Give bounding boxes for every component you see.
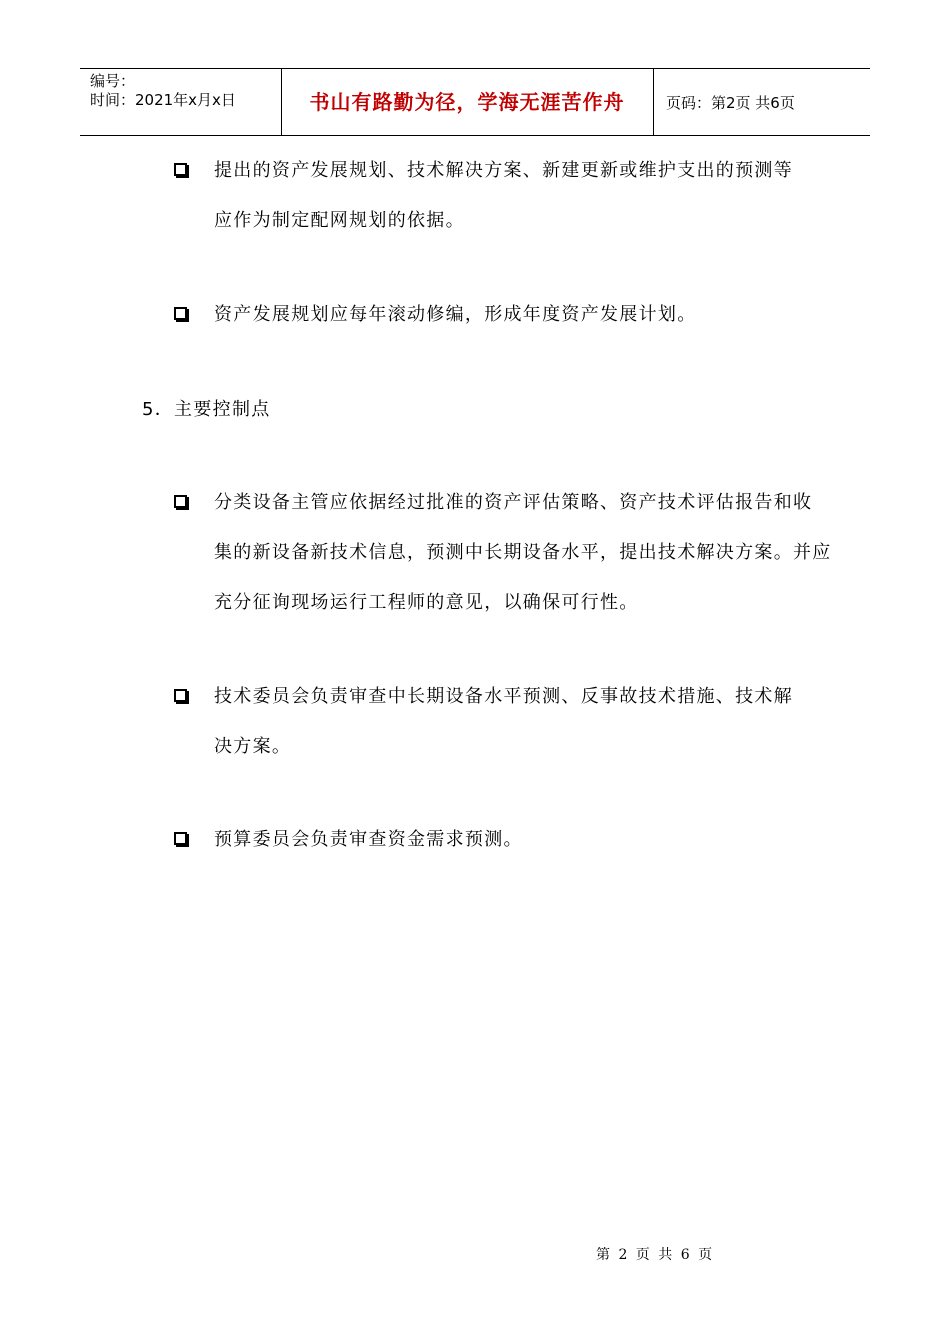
document-number-label: 编号： — [90, 72, 136, 90]
header-motto: 书山有路勤为径，学海无涯苦作舟 — [281, 69, 654, 135]
checkbox-bullet-icon — [174, 163, 187, 176]
list-item — [214, 290, 697, 340]
list-item-line: 技术委员会负责审查中长期设备水平预测、反事故技术措施、技术解 — [214, 686, 793, 707]
checkbox-bullet-icon — [174, 689, 187, 702]
list-item-line: 应作为制定配网规划的依据。 — [214, 210, 465, 231]
checkbox-bullet-icon — [174, 832, 187, 845]
list-item — [214, 672, 793, 772]
page-footer: 第 2 页 共 6 页 — [596, 1247, 715, 1263]
header-page-info: 页码：第2页 共6页 — [666, 94, 795, 112]
list-item-line: 提出的资产发展规划、技术解决方案、新建更新或维护支出的预测等 — [214, 160, 793, 181]
list-item-line: 资产发展规划应每年滚动修编，形成年度资产发展计划。 — [214, 304, 697, 325]
list-item-line: 集的新设备新技术信息，预测中长期设备水平，提出技术解决方案。并应 — [214, 542, 832, 563]
document-time-label: 时间：2021年x月x日 — [90, 91, 236, 109]
list-item — [214, 146, 793, 246]
list-item-line: 分类设备主管应依据经过批准的资产评估策略、资产技术评估报告和收 — [214, 492, 813, 513]
list-item — [214, 478, 832, 628]
list-item-line: 决方案。 — [214, 736, 292, 757]
list-item-line: 预算委员会负责审查资金需求预测。 — [214, 829, 523, 850]
list-item-line: 充分征询现场运行工程师的意见，以确保可行性。 — [214, 592, 639, 613]
list-item — [214, 815, 523, 865]
checkbox-bullet-icon — [174, 307, 187, 320]
checkbox-bullet-icon — [174, 495, 187, 508]
section-heading: 5．主要控制点 — [142, 399, 271, 420]
